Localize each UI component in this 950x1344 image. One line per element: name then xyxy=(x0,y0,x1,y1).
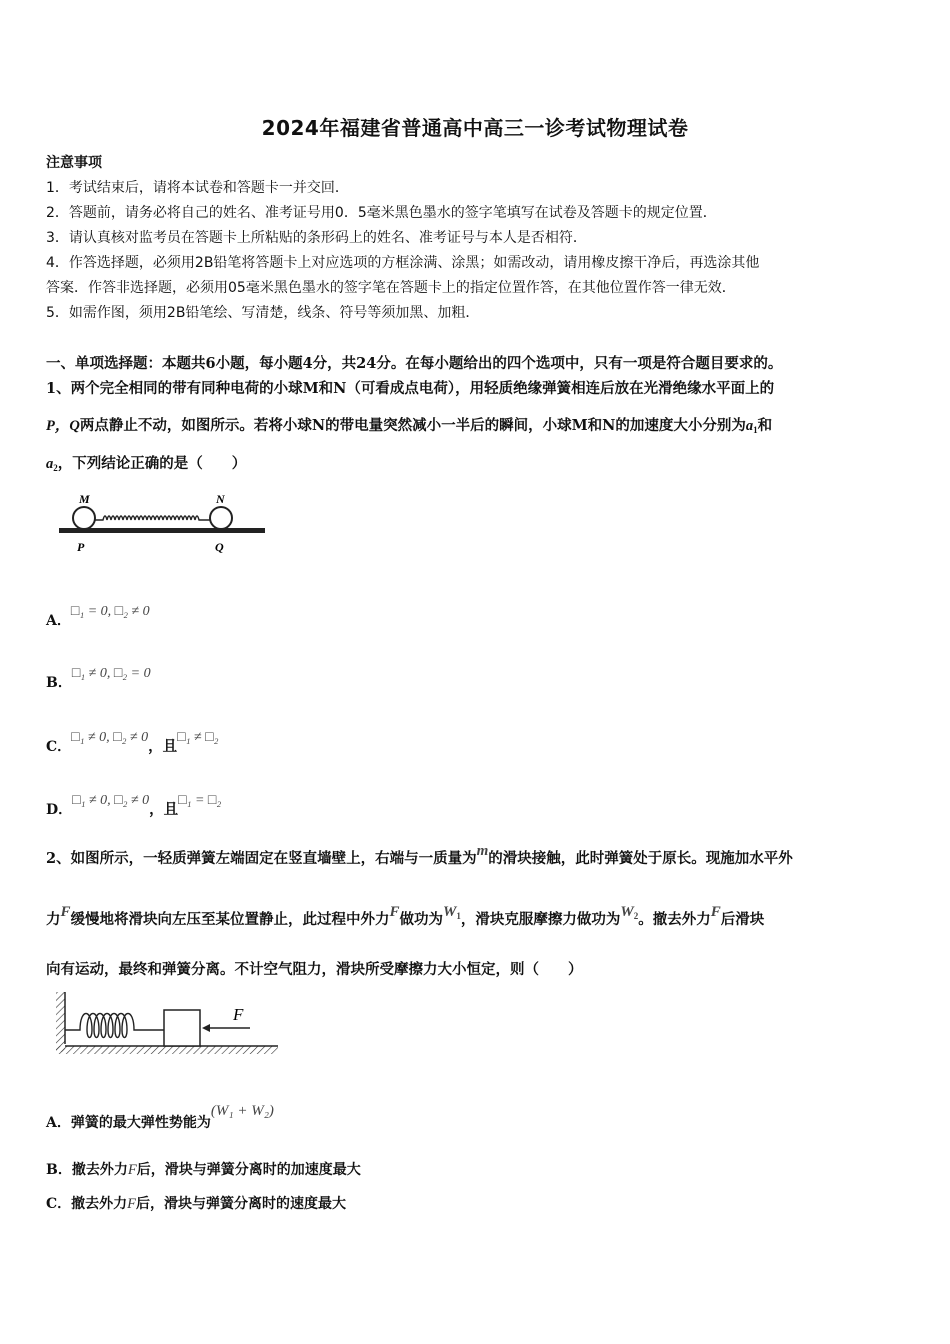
q2-sym-m: m xyxy=(476,843,489,859)
page-title: 2024年福建省普通高中高三一诊考试物理试卷 xyxy=(261,116,689,140)
notice-heading: 注意事项 xyxy=(46,155,102,171)
q1-option-b[interactable]: B．□₁ ≠ 0, □₂ = 0 xyxy=(46,666,151,691)
label-p: P xyxy=(77,540,85,554)
notice-item-1: 1．考试结束后，请将本试卷和答题卡一并交回． xyxy=(46,180,349,196)
section-heading: 一、单项选择题：本题共6小题，每小题4分，共24分。在每小题给出的四个选项中，只有一项是符合题目要求的。 xyxy=(46,355,783,372)
notice-item-4: 4．作答选择题，必须用2B铅笔将答题卡上对应选项的方框涂满、涂黑；如需改动，请用橡皮擦干净后，再选涂其他 xyxy=(46,255,760,271)
q2-option-c[interactable]: C．撤去外力F后，滑块与弹簧分离时的速度最大 xyxy=(46,1196,347,1212)
q1-option-c-formula: □₁ ≠ 0, □₂ ≠ 0 xyxy=(71,730,149,745)
q2-block xyxy=(164,1010,200,1046)
q1-spring xyxy=(95,516,210,520)
q1-surface xyxy=(59,528,265,533)
q1-figure xyxy=(55,490,275,558)
ball-n xyxy=(210,507,232,529)
q2-line-2: 力F缓慢地将滑块向左压至某位置静止，此过程中外力F做功为$W_1$，滑块克服摩擦力做功为$W_2$。撤去外力F后滑块 xyxy=(46,904,765,928)
q1-and: 和 xyxy=(757,417,773,434)
notice-item-3: 3．请认真核对监考员在答题卡上所粘贴的条形码上的姓名、准考证号与本人是否相符． xyxy=(46,230,587,246)
q2-sym-f-3: F xyxy=(710,904,721,920)
label-n: N xyxy=(216,492,225,506)
label-q: Q xyxy=(215,540,224,554)
q2-option-b[interactable]: B．撤去外力F后，滑块与弹簧分离时的加速度最大 xyxy=(46,1162,361,1178)
q2-sym-f-2: F xyxy=(389,904,400,920)
q1-option-c-tail: □₁ ≠ □₂ xyxy=(177,730,219,745)
q1-line-3 xyxy=(46,452,246,473)
q2-figure xyxy=(52,990,282,1062)
q2-option-b-f: F xyxy=(127,1162,137,1178)
ball-m xyxy=(73,507,95,529)
q2-sym-f-1: F xyxy=(60,904,71,920)
q2-line-3: 向有运动，最终和弹簧分离。不计空气阻力，滑块所受摩擦力大小恒定，则（ ） xyxy=(46,961,583,978)
q1-option-d[interactable]: D．□₁ ≠ 0, □₂ ≠ 0，且□₁ = □₂ xyxy=(46,793,222,818)
q2-sym-w2: $W_2$ xyxy=(620,904,639,921)
notice-item-5: 5．如需作图，须用2B铅笔绘、写清楚，线条、符号等须加黑、加粗． xyxy=(46,305,480,321)
q1-option-a-formula: □₁ = 0, □₂ ≠ 0 xyxy=(70,604,150,619)
q1-option-a[interactable]: A．□₁ = 0, □₂ ≠ 0 xyxy=(46,604,150,629)
q1-a2: $a_2$ xyxy=(46,456,58,473)
force-arrow-head xyxy=(202,1024,210,1032)
label-m: M xyxy=(79,492,90,506)
q2-floor xyxy=(56,1046,278,1054)
q1-option-b-formula: □₁ ≠ 0, □₂ = 0 xyxy=(71,666,151,681)
q2-wall xyxy=(56,992,65,1052)
q1-line-3-text: ，下列结论正确的是（ ） xyxy=(57,455,247,472)
q2-option-a-formula: (W₁ + W₂) xyxy=(210,1103,274,1119)
q2-option-a[interactable]: A．弹簧的最大弹性势能为(W₁ + W₂) xyxy=(46,1103,274,1131)
q1-line-1: 1、两个完全相同的带有同种电荷的小球M和N（可看成点电荷），用轻质绝缘弹簧相连后放在光滑绝缘水平面上的 xyxy=(46,380,775,397)
notice-item-2: 2．答题前，请务必将自己的姓名、准考证号用0．5毫米黑色墨水的签字笔填写在试卷及答题卡的规定位置． xyxy=(46,205,717,221)
q1-line-2 xyxy=(46,414,772,435)
q2-spring xyxy=(65,1014,164,1038)
q1-a1: $a_1$ xyxy=(745,418,758,435)
q1-option-c[interactable]: C．□₁ ≠ 0, □₂ ≠ 0，且□₁ ≠ □₂ xyxy=(46,730,219,755)
q1-option-d-formula: □₁ ≠ 0, □₂ ≠ 0 xyxy=(72,793,150,808)
q1-line-2-text: 两点静止不动，如图所示。若将小球N的带电量突然减小一半后的瞬间，小球M和N的加速度大小分别为 xyxy=(79,417,746,434)
q2-sym-w1: $W_1$ xyxy=(443,904,461,921)
q2-option-c-f: F xyxy=(127,1196,137,1212)
q2-line-1: 2、如图所示，一轻质弹簧左端固定在竖直墙壁上，右端与一质量为m的滑块接触，此时弹簧处于原长。现施加水平外 xyxy=(46,843,793,867)
notice-item-4-cont: 答案．作答非选择题，必须用05毫米黑色墨水的签字笔在答题卡上的指定位置作答，在其他位置作答一律无效． xyxy=(46,280,736,296)
label-f: F xyxy=(233,1005,244,1024)
q1-pq: P，Q xyxy=(46,418,80,434)
q1-option-d-tail: □₁ = □₂ xyxy=(178,793,222,808)
